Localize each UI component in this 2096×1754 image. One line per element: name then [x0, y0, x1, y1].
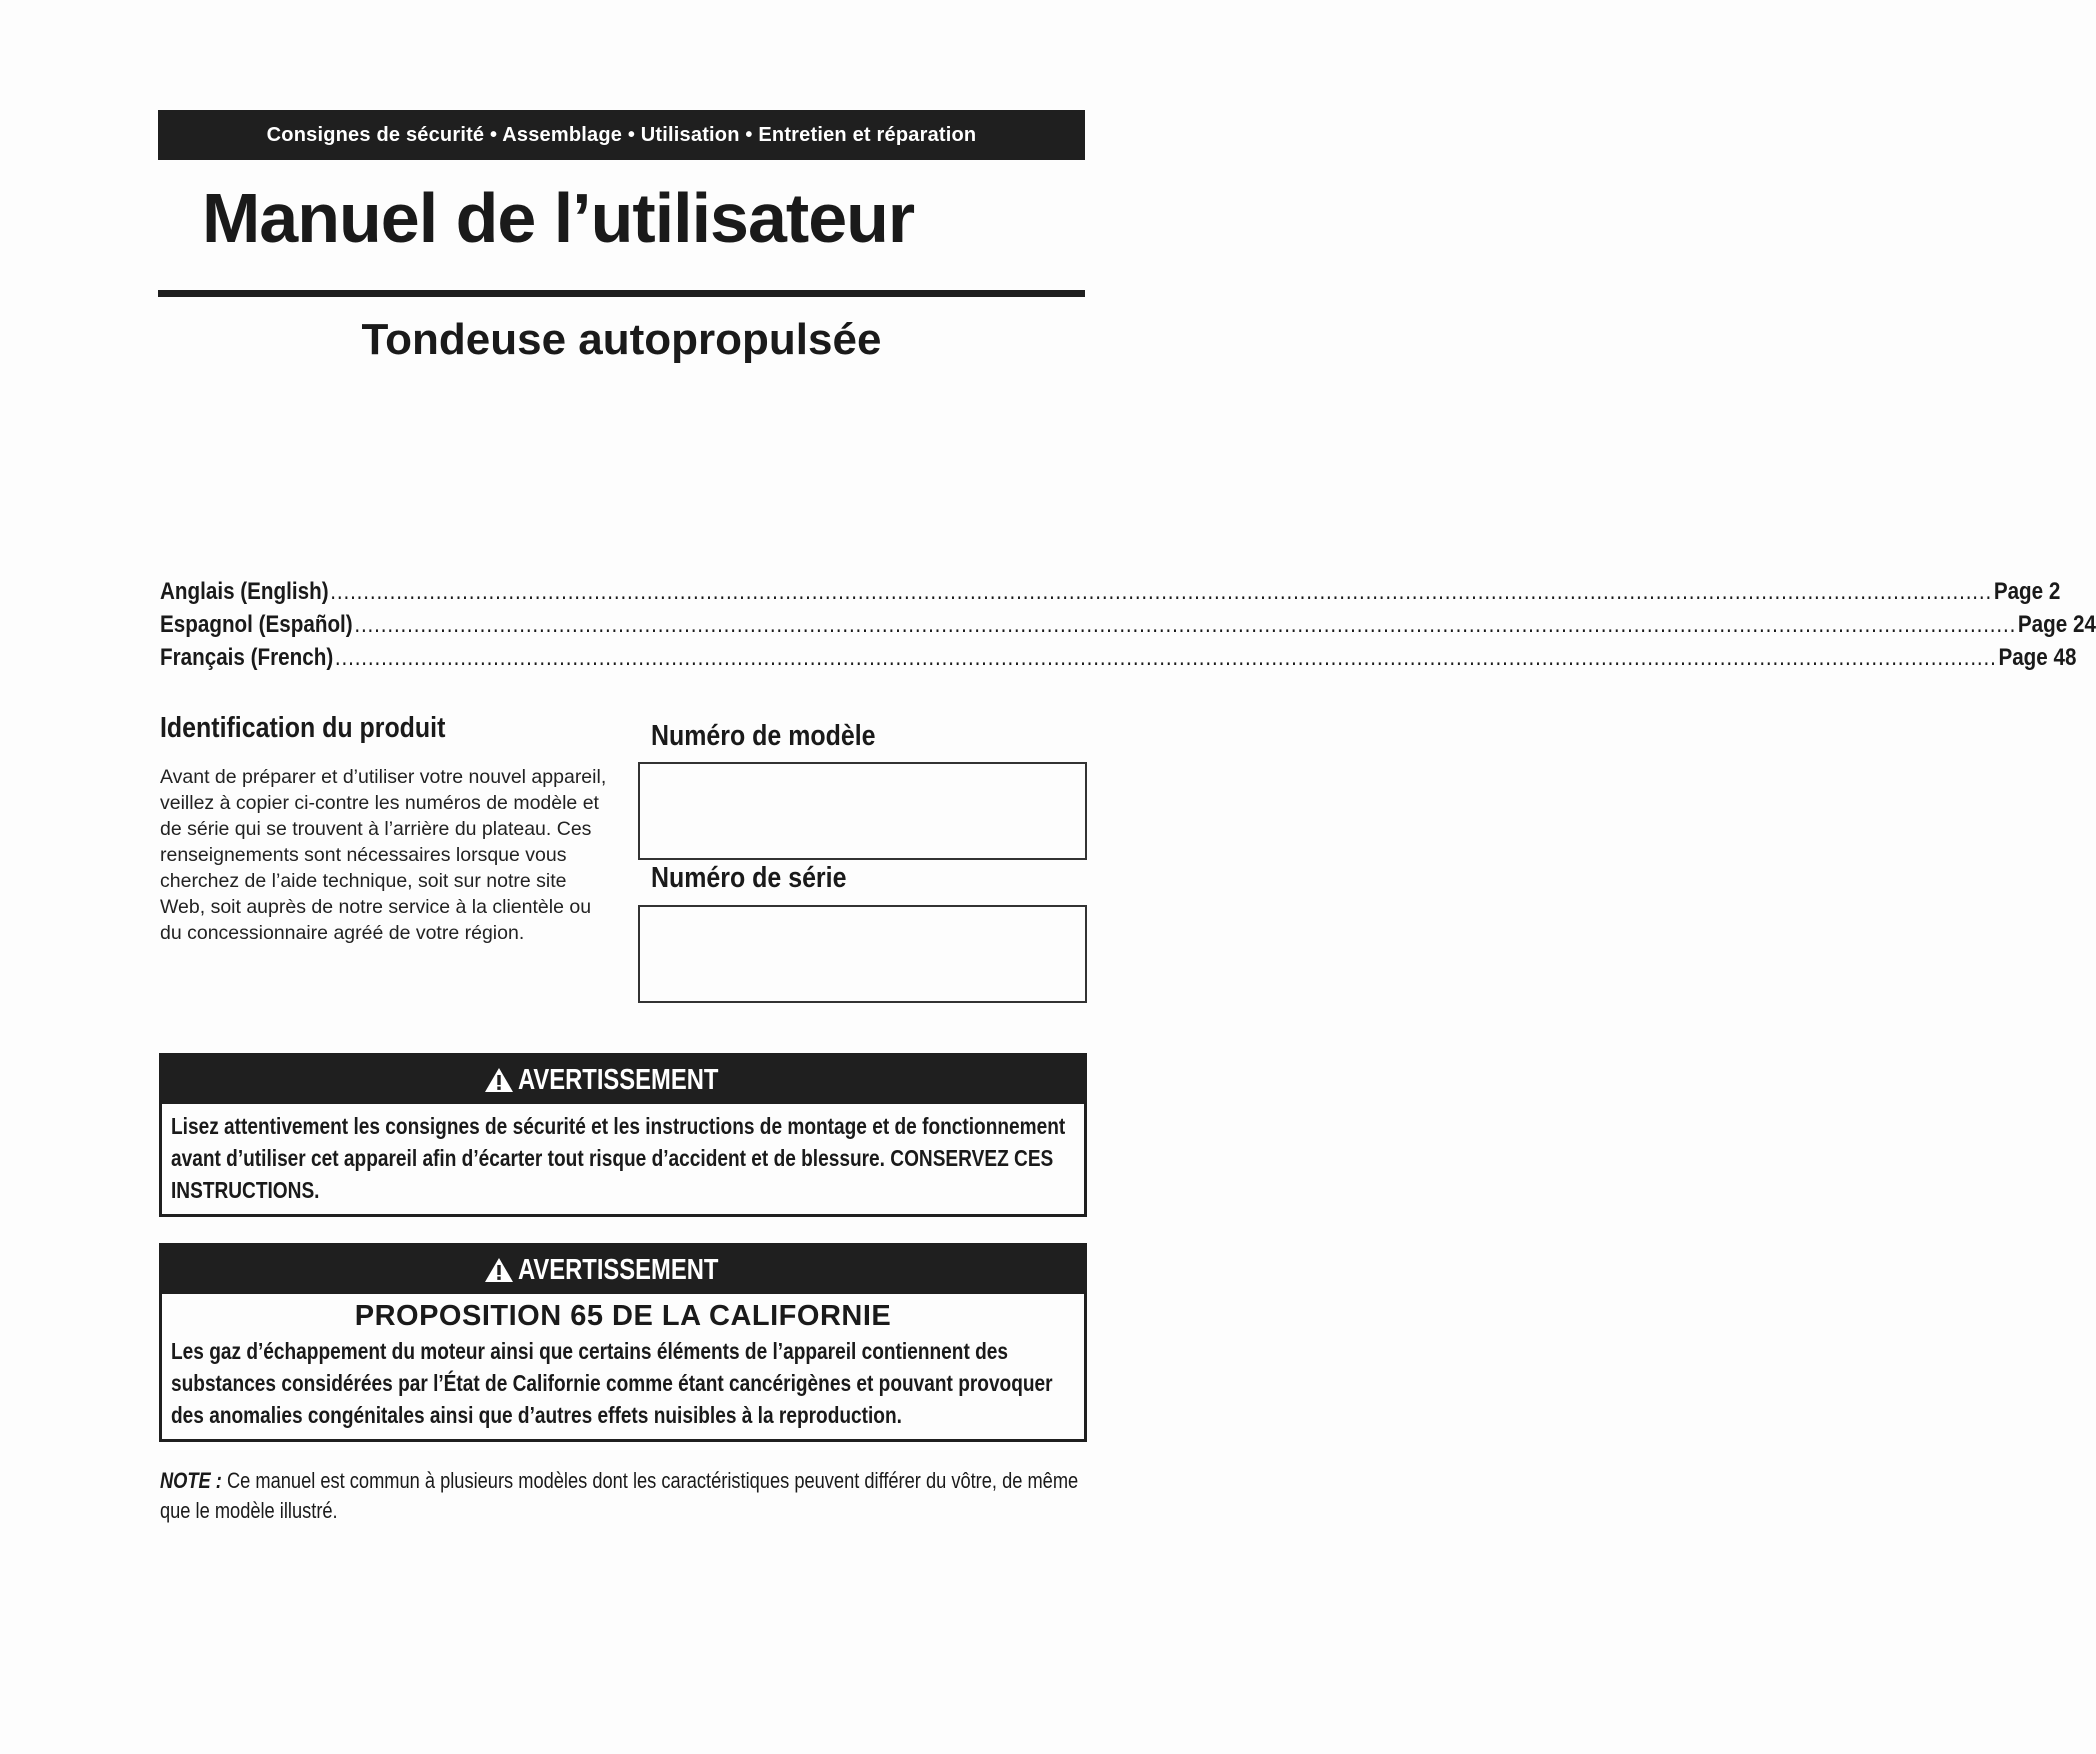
toc-leader: ............................................................................................................................................................................................................................................................ — [354, 611, 2017, 638]
header-bar-text: Consignes de sécurité • Assemblage • Utilisation • Entretien et réparation — [266, 123, 977, 146]
model-number-box[interactable] — [638, 762, 1087, 860]
warning-heading: AVERTISSEMENT — [517, 1063, 719, 1096]
warning-text: Lisez attentivement les consignes de sécurité et les instructions de montage et de fonctionnement avant d’utiliser cet appareil afin d’écarter tout risque d’accident et de blessure. CONSERVEZ CES INSTRUCTIONS. — [171, 1113, 1066, 1203]
toc-leader: ............................................................................................................................................................................................................................................................ — [334, 644, 1997, 671]
warning-triangle-icon — [484, 1257, 514, 1283]
model-number-label: Numéro de modèle — [651, 720, 876, 752]
toc-row[interactable] — [160, 578, 2061, 611]
warning-header — [162, 1246, 1084, 1294]
warning-header — [162, 1056, 1084, 1104]
warning-heading: AVERTISSEMENT — [517, 1253, 719, 1286]
warning-body — [162, 1104, 1084, 1214]
toc-page: Page 48 — [1998, 644, 2077, 671]
identification-body: Avant de préparer et d’utiliser votre nouvel appareil, veillez à copier ci-contre les numéros de modèle et de série qui se trouvent à l’arrière du plateau. Ces renseignements sont nécessaires lorsque vous cherchez de l’aide technique, soit sur notre site Web, soit auprès de notre service à la clientèle ou du concessionnaire agréé de votre région. — [160, 766, 607, 944]
identification-title: Identification du produit — [160, 712, 446, 744]
toc-leader: ............................................................................................................................................................................................................................................................ — [330, 578, 1993, 605]
serial-number-label: Numéro de série — [651, 862, 847, 894]
table-of-contents — [160, 578, 2096, 677]
warning-triangle-icon — [484, 1067, 514, 1093]
warning-body — [162, 1333, 1084, 1439]
note-text: Ce manuel est commun à plusieurs modèles dont les caractéristiques peuvent différer du vôtre, de même que le modèle illustré. — [160, 1468, 1079, 1523]
prop65-title: PROPOSITION 65 DE LA CALIFORNIE — [354, 1300, 892, 1332]
note — [160, 1466, 1081, 1526]
note-label: NOTE : — [160, 1468, 222, 1493]
toc-label: Espagnol (Español) — [160, 611, 353, 638]
warning-text: Les gaz d’échappement du moteur ainsi que certains éléments de l’appareil contiennent des substances considérées par l’État de Californie comme étant cancérigènes et pouvant provoquer des anomalies congénitales ainsi que d’autres effets nuisibles à la reproduction. — [171, 1338, 1053, 1428]
header-bar — [158, 110, 1085, 160]
serial-number-box[interactable] — [638, 905, 1087, 1003]
toc-row[interactable] — [160, 611, 2096, 644]
title-divider — [158, 290, 1085, 297]
page-subtitle: Tondeuse autopropulsée — [361, 315, 882, 364]
warning-box-prop65 — [159, 1243, 1087, 1442]
toc-label: Français (French) — [160, 644, 334, 671]
toc-page: Page 2 — [1993, 578, 2061, 605]
toc-page: Page 24 — [2017, 611, 2096, 638]
toc-label: Anglais (English) — [160, 578, 329, 605]
page-title: Manuel de l’utilisateur — [202, 179, 915, 257]
toc-row[interactable] — [160, 644, 2077, 677]
warning-box-safety — [159, 1053, 1087, 1217]
